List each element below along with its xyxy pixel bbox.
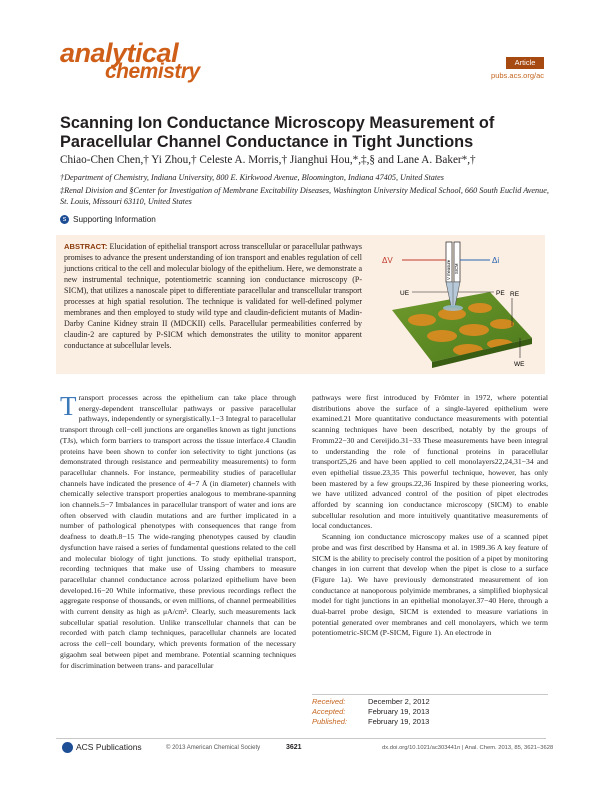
sicm-label: SICM	[454, 263, 459, 274]
body-column-left	[60, 393, 296, 671]
supporting-info-label: Supporting Information	[73, 215, 156, 224]
dv-label: ΔV	[382, 256, 393, 265]
author-list: Chiao-Chen Chen,† Yi Zhou,† Celeste A. Morris,† Jianghui Hou,*,‡,§ and Lane A. Baker*,†	[60, 154, 476, 166]
page-number: 3621	[286, 744, 302, 751]
journal-logo-line2: chemistry	[105, 60, 200, 83]
we-label: WE	[514, 361, 525, 368]
paragraph: pathways were first introduced by Frömter in 1972, where potential distributions above the surface of a single-layered epithelium were examined.21 More quantitative conductance measurements with potential scanning techniques have been described, notably by the groups of Fromm22−30 and Cereijido.31−33 These measurements have been integral to understanding the role of functional proteins in paracellular transport25,26 and have been applied to cell monolayers22,24,31−34 and even epithelial tissue.23,35 This powerful technique, however, has only been mastered by a few groups.22,36 Inspired by these pioneering works, we have utilized advanced control of the position of pipet electrodes afforded by scanning ion conductance microscopy (SICM) to enable subcellular resolution and more intuitively quantitative measurements of local conductances.	[312, 393, 548, 531]
date-row: Published: February 19, 2013	[312, 717, 430, 726]
footer-divider	[56, 738, 546, 739]
publisher-name: ACS Publications	[76, 742, 142, 752]
publisher-logo	[62, 742, 142, 753]
paragraph: Scanning ion conductance microscopy makes use of a scanned pipet probe and was first described by Hansma et al. in 1989.36 A key feature of SICM is the ability to precisely control the position of a pipet by monitoring changes in ion current that develop when the pipet is close to a surface (Figure 1a). We have previously demonstrated measurement of ion conductance at nanoporous polyimide membranes, a simplified biophysical model for tight junctions in an epithelial monolayer.37−40 Here, through a dual-barrel probe design, SICM is extended to measure variations in potential generated over membranes and cell monolayers, which we term potentiometric-SICM (P-SICM, Figure 1). An electrode in	[312, 532, 548, 638]
journal-site-link[interactable]: pubs.acs.org/ac	[491, 71, 544, 80]
abstract-label: ABSTRACT:	[64, 242, 108, 251]
sicm-box	[454, 242, 460, 282]
affiliation-2: ‡Renal Division and §Center for Investigation of Membrane Excitability Diseases, Washington University Medical School, 660 South Euclid Avenue, St. Louis, Missouri 63110, United States	[60, 186, 549, 206]
affiliation-1: †Department of Chemistry, Indiana University, 800 E. Kirkwood Avenue, Bloomington, Indiana 47405, United States	[60, 173, 444, 182]
date-row: Accepted: February 19, 2013	[312, 707, 430, 716]
acs-logo-icon	[62, 742, 73, 753]
abstract	[64, 241, 362, 351]
article-title: Scanning Ion Conductance Microscopy Measurement of Paracellular Channel Conductance in Tight Junctions	[60, 114, 495, 151]
copyright: © 2013 American Chemical Society	[166, 745, 261, 751]
supporting-information-link[interactable]	[60, 215, 156, 224]
ue-label: UE	[400, 290, 410, 297]
vmeasure-label: V measure	[446, 259, 451, 280]
body-column-right	[312, 393, 548, 639]
toc-graphic	[372, 240, 540, 370]
drop-cap: T	[60, 391, 77, 421]
journal-logo-line1: analytical	[60, 38, 179, 68]
paragraph: ransport processes across the epithelium can take place through energy-dependent transcellular pathways or passive paracellular pathways, independently or synergistically.1−3 Integral to paracellular transport through cell−cell junctions are organelles known as tight junctions (TJs), which form barriers to transport across the tissue interface.4 Claudin proteins have been shown to confer ion selectivity to tight junctions (as demonstrated through resistance and permeability measurements) to form paracellular channels. For instance, permeability studies of paracellular channels have indicated the presence of 4−7 Å (in diameter) channels with chemically selective transport properties analogous to membrane-spanning ion channels.5−7 Imbalances in paracellular transport of water and ions are often observed with claudin mutations and are further implicated in a number of pathological phenotypes with consequences that range from deafness to death.8−15 The wide-ranging phenotypes caused by claudin dysfunction have raised a series of fundamental questions related to the cell and molecular biology of tight junctions. To study epithelial transport, recording techniques that make use of Ussing chambers to measure paracellular channel conductance across polarized epithelium have been developed.16−20 While informative, these previous recordings reflect the aggregate response of thousands, or even millions, of channel permeabilities with current density as high as μA/cm². Clearly, such measurements lack subcellular spatial resolution. Unlike transcellular channels that can be recorded with patch clamp techniques, paracellular channels are located across the cell−cell boundary, which prevents formation of the necessary gigaohm seal between pipet and membrane. Potential scanning techniques for discrimination between trans- and paracellular	[60, 393, 296, 670]
doi-citation[interactable]: dx.doi.org/10.1021/ac303441n | Anal. Chem. 2013, 85, 3621−3628	[382, 745, 554, 751]
date-row: Received: December 2, 2012	[312, 697, 430, 706]
publication-dates	[312, 694, 548, 727]
article-type-badge: Article	[506, 57, 544, 69]
pe-label: PE	[496, 290, 505, 297]
abstract-text: Elucidation of epithelial transport across transcellular or paracellular pathways promises to advance the present understanding of ion transport and enables regulation of cell junctions critical to the cell and molecular biology of the epithelium. Here, we demonstrate a new instrumental technique, potentiometric scanning ion conductance microscopy (P-SICM), that utilizes a nanoscale pipet to differentiate paracellular and transcellular transport processes at high spatial resolution. The technique is validated for well-defined polymer membranes and then employed to study wild type and claudin-deficient mutants of Madin-Darby Canine Kidney strain II (MDCKII) cells. Paracellular permeabilities conferred by claudin-2 are captured by P-SICM which demonstrates the utility to monitor apparent conductance at subcellular levels.	[64, 242, 363, 350]
di-label: Δi	[492, 256, 500, 265]
supporting-info-icon: s	[60, 215, 69, 224]
re-label: RE	[510, 291, 520, 298]
